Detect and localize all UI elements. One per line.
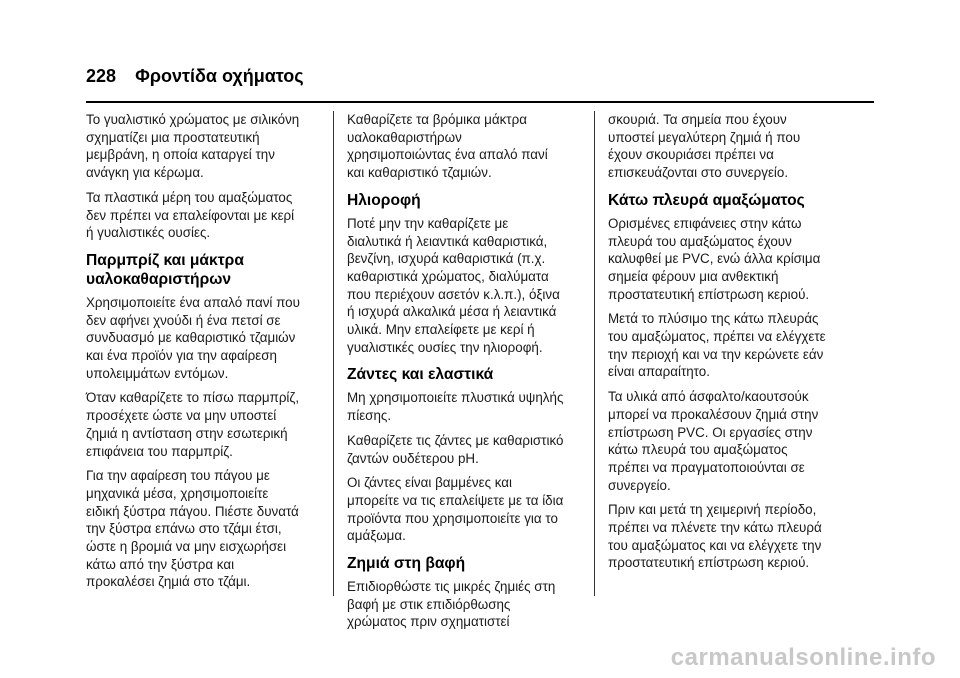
page-title: Φροντίδα οχήματος (135, 66, 304, 86)
watermark-text: carmanualsonline.info (670, 644, 936, 671)
paragraph: Χρησιμοποιείτε ένα απαλό πανί που δεν αφήνει χνούδι ή ένα πετσί σε συνδυασμό με καθαριστικό τζαμιών και ένα προϊόν για την αφαίρεση υπολειμμάτων εντόμων. (86, 294, 300, 381)
paragraph: σκουριά. Τα σημεία που έχουν υποστεί μεγαλύτερη ζημιά ή που έχουν σκουριάσει πρέπει να επισκευάζονται στο συνεργείο. (608, 112, 801, 181)
column-divider (333, 111, 334, 596)
paragraph: Οι ζάντες είναι βαμμένες και μπορείτε να τις επαλείψετε με τα ίδια προϊόντα που χρησιμοποιείτε για το αμάξωμα. (347, 475, 564, 544)
paragraph: Μετά το πλύσιμο της κάτω πλευράς του αμαξώματος, πρέπει να ελέγχετε την περιοχή και να την κερώνετε εάν είναι απαραίτητο. (608, 311, 826, 380)
text-column-2 (347, 111, 583, 638)
paragraph: Το γυαλιστικό χρώματος με σιλικόνη σχηματίζει μια προστατευτική μεμβράνη, η οποία καταργεί την ανάγκη για κέρωμα. (86, 112, 300, 181)
paragraph: Τα υλικά από άσφαλτο/καουτσούκ μπορεί να προκαλέσουν ζημιά στην επίστρωση PVC. Οι εργασίες στην κάτω πλευρά του αμαξώματος πρέπει να πραγματοποιούνται σε συνεργείο. (608, 389, 819, 493)
section-heading: Ηλιοροφή (347, 191, 421, 209)
paragraph: Ορισμένες επιφάνειες στην κάτω πλευρά του αμαξώματος έχουν καλυφθεί με PVC, ενώ άλλα κρίσιμα σημεία φέρουν μια ανθεκτική προστατευτική επίστρωση κεριού. (608, 215, 821, 302)
paragraph: Επιδιορθώστε τις μικρές ζημιές στη βαφή με στικ επιδιόρθωσης χρώματος πριν σχηματιστεί (347, 579, 556, 630)
section-heading: Κάτω πλευρά αμαξώματος (608, 191, 805, 209)
paragraph: Καθαρίζετε τα βρόμικα μάκτρα υαλοκαθαριστήρων χρησιμοποιώντας ένα απαλό πανί και καθαριστικό τζαμιών. (347, 112, 548, 181)
page-header (86, 66, 304, 87)
paragraph: Όταν καθαρίζετε το πίσω παρμπρίζ, προσέχετε ώστε να μην υποστεί ζημιά η αντίσταση στην εσωτερική επιφάνεια του παρμπρίζ. (86, 390, 300, 459)
paragraph: Ποτέ μην την καθαρίζετε με διαλυτικά ή λειαντικά καθαριστικά, βενζίνη, ισχυρά καθαριστικά (π.χ. καθαριστικά χρώματος, διαλύματα που περιέχουν ασετόν κ.λ.π.), όξινα ή ισχυρά αλκαλικά μέσα ή λειαντικά υλικά. Μην επαλείφετε με κερί ή γυαλιστικές ουσίες την ηλιοροφή. (347, 215, 560, 355)
section-heading: Ζάντες και ελαστικά (347, 366, 494, 384)
paragraph: Μη χρησιμοποιείτε πλυστικά υψηλής πίεσης. (347, 390, 564, 424)
text-column-3 (608, 111, 844, 579)
page-number: 228 (86, 66, 117, 86)
text-column-1 (86, 111, 322, 598)
column-divider (594, 111, 595, 596)
header-divider (86, 101, 874, 103)
paragraph: Για την αφαίρεση του πάγου με μηχανικά μέσα, χρησιμοποιείτε ειδική ξύστρα πάγου. Πιέστε δυνατά την ξύστρα επάνω στο τζάμι έτσι, ώστε η βρομιά να μην εισχωρήσει κάτω από την ξύστρα και προκαλέσει ζημιά στο τζάμι. (86, 468, 299, 590)
section-heading: Παρμπρίζ και μάκτρα υαλοκαθαριστήρων (86, 251, 244, 288)
paragraph: Πριν και μετά τη χειμερινή περίοδο, πρέπει να πλένετε την κάτω πλευρά του αμαξώματος και να ελέγχετε την προστατευτική επίστρωση κεριού. (608, 502, 822, 571)
paragraph: Τα πλαστικά μέρη του αμαξώματος δεν πρέπει να επαλείφονται με κερί ή γυαλιστικές ουσίες. (86, 189, 295, 241)
section-heading: Ζημιά στη βαφή (347, 555, 466, 573)
paragraph: Καθαρίζετε τις ζάντες με καθαριστικό ζαντών ουδέτερου pH. (347, 432, 564, 466)
